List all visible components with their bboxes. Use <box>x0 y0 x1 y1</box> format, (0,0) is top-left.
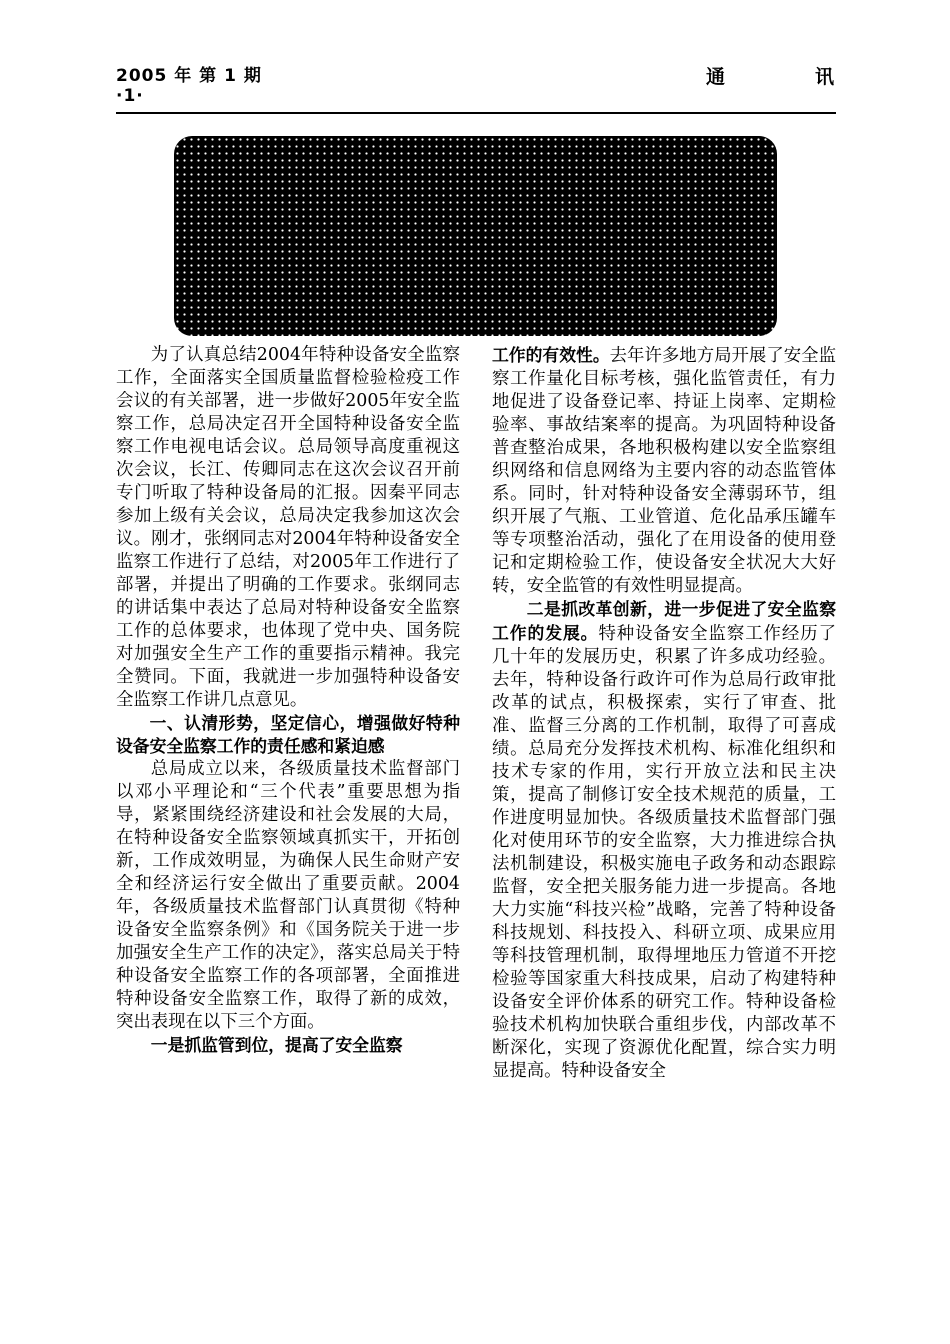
header-divider <box>116 112 836 114</box>
paragraph-achievements: 总局成立以来，各级质量技术监督部门以邓小平理论和“三个代表”重要思想为指导，紧紧围绕经济建设和社会发展的大局，在特种设备安全监察领域真抓实干，开拓创新，工作成效明显，为确保人民生命财产安全和经济运行安全做出了重要贡献。2004年，各级质量技术监督部门认真贯彻《特种设备安全监察条例》和《国务院关于进一步加强安全生产工作的决定》，落实总局关于特种设备安全监察工作的各项部署，全面推进特种设备安全监察工作，取得了新的成效，突出表现在以下三个方面。 <box>116 759 460 1032</box>
point-1-bold-start: 一是抓监管到位，提高了安全监察 <box>150 1035 403 1055</box>
issue-label: 2005 年 第 1 期 <box>116 66 262 86</box>
paragraph-point-2 <box>492 598 836 1083</box>
point-1-text: 去年许多地方局开展了安全监察工作量化目标考核，强化监管责任，有力地促进了设备登记率、持证上岗率、定期检验率、事故结案率的提高。为巩固特种设备普查整治成果，各地积极构建以安全监察组织网络和信息网络为主要内容的动态监管体系。同时，针对特种设备安全薄弱环节，组织开展了气瓶、工业管道、危化品承压罐车等专项整治活动，强化了在用设备的使用登记和定期检验工作，使设备安全状况大大好转，安全监管的有效性明显提高。 <box>492 346 836 596</box>
point-2-bold: 二是抓改革创新，进一步促进了安全监察工作的发展。 <box>492 599 836 643</box>
header-title-char-1: 通 <box>706 66 726 88</box>
right-text-column <box>492 344 836 1083</box>
point-2-text: 特种设备安全监察工作经历了几十年的发展历史，积累了许多成功经验。去年，特种设备行政许可作为总局行政审批改革的试点，积极探索，实行了审查、批准、监督三分离的工作机制，取得了可喜成绩。总局充分发挥技术机构、标准化组织和技术专家的作用，实行开放立法和民主决策，提高了制修订安全技术规范的质量，工作进度明显加快。各级质量技术监督部门强化对使用环节的安全监察，大力推进综合执法机制建设，积极实施电子政务和动态跟踪监督，安全把关服务能力进一步提高。各地大力实施“科技兴检”战略，完善了特种设备科技规划、科技投入、科研立项、成果应用等科技管理机制，取得埋地压力管道不开挖检验等国家重大科技成果，启动了构建特种设备安全评价体系的研究工作。特种设备检验技术机构加快联合重组步伐，内部改革不断深化，实现了资源优化配置，综合实力明显提高。特种设备安全 <box>492 624 836 1081</box>
paragraph-intro: 为了认真总结2004年特种设备安全监察工作，全面落实全国质量监督检验检疫工作会议的有关部署，进一步做好2005年安全监察工作，总局决定召开全国特种设备安全监察工作电视电话会议。总局领导高度重视这次会议，长江、传卿同志在这次会议召开前专门听取了特种设备局的汇报。因秦平同志参加上级有关会议，总局决定我参加这次会议。刚才，张纲同志对2004年特种设备安全监察工作进行了总结，对2005年工作进行了部署，并提出了明确的工作要求。张纲同志的讲话集中表达了总局对特种设备安全监察工作的总体要求，也体现了党中央、国务院对加强安全生产工作的重要指示精神。我完全赞同。下面，我就进一步加强特种设备安全监察工作讲几点意见。 <box>116 345 460 710</box>
point-1-bold-cont: 工作的有效性。 <box>492 345 610 365</box>
section-heading-1: 一、认清形势，坚定信心，增强做好特种设备安全监察工作的责任感和紧迫感 <box>116 713 460 756</box>
header-title-char-2: 讯 <box>814 66 834 88</box>
dotted-title-banner <box>174 136 777 336</box>
paragraph-point-1-cont <box>492 344 836 598</box>
page-header-title <box>706 66 834 88</box>
paragraph-point-1-start <box>116 1034 460 1058</box>
page-header-issue <box>116 66 262 106</box>
left-text-column <box>116 344 460 1058</box>
page-number: ·1· <box>116 86 144 106</box>
